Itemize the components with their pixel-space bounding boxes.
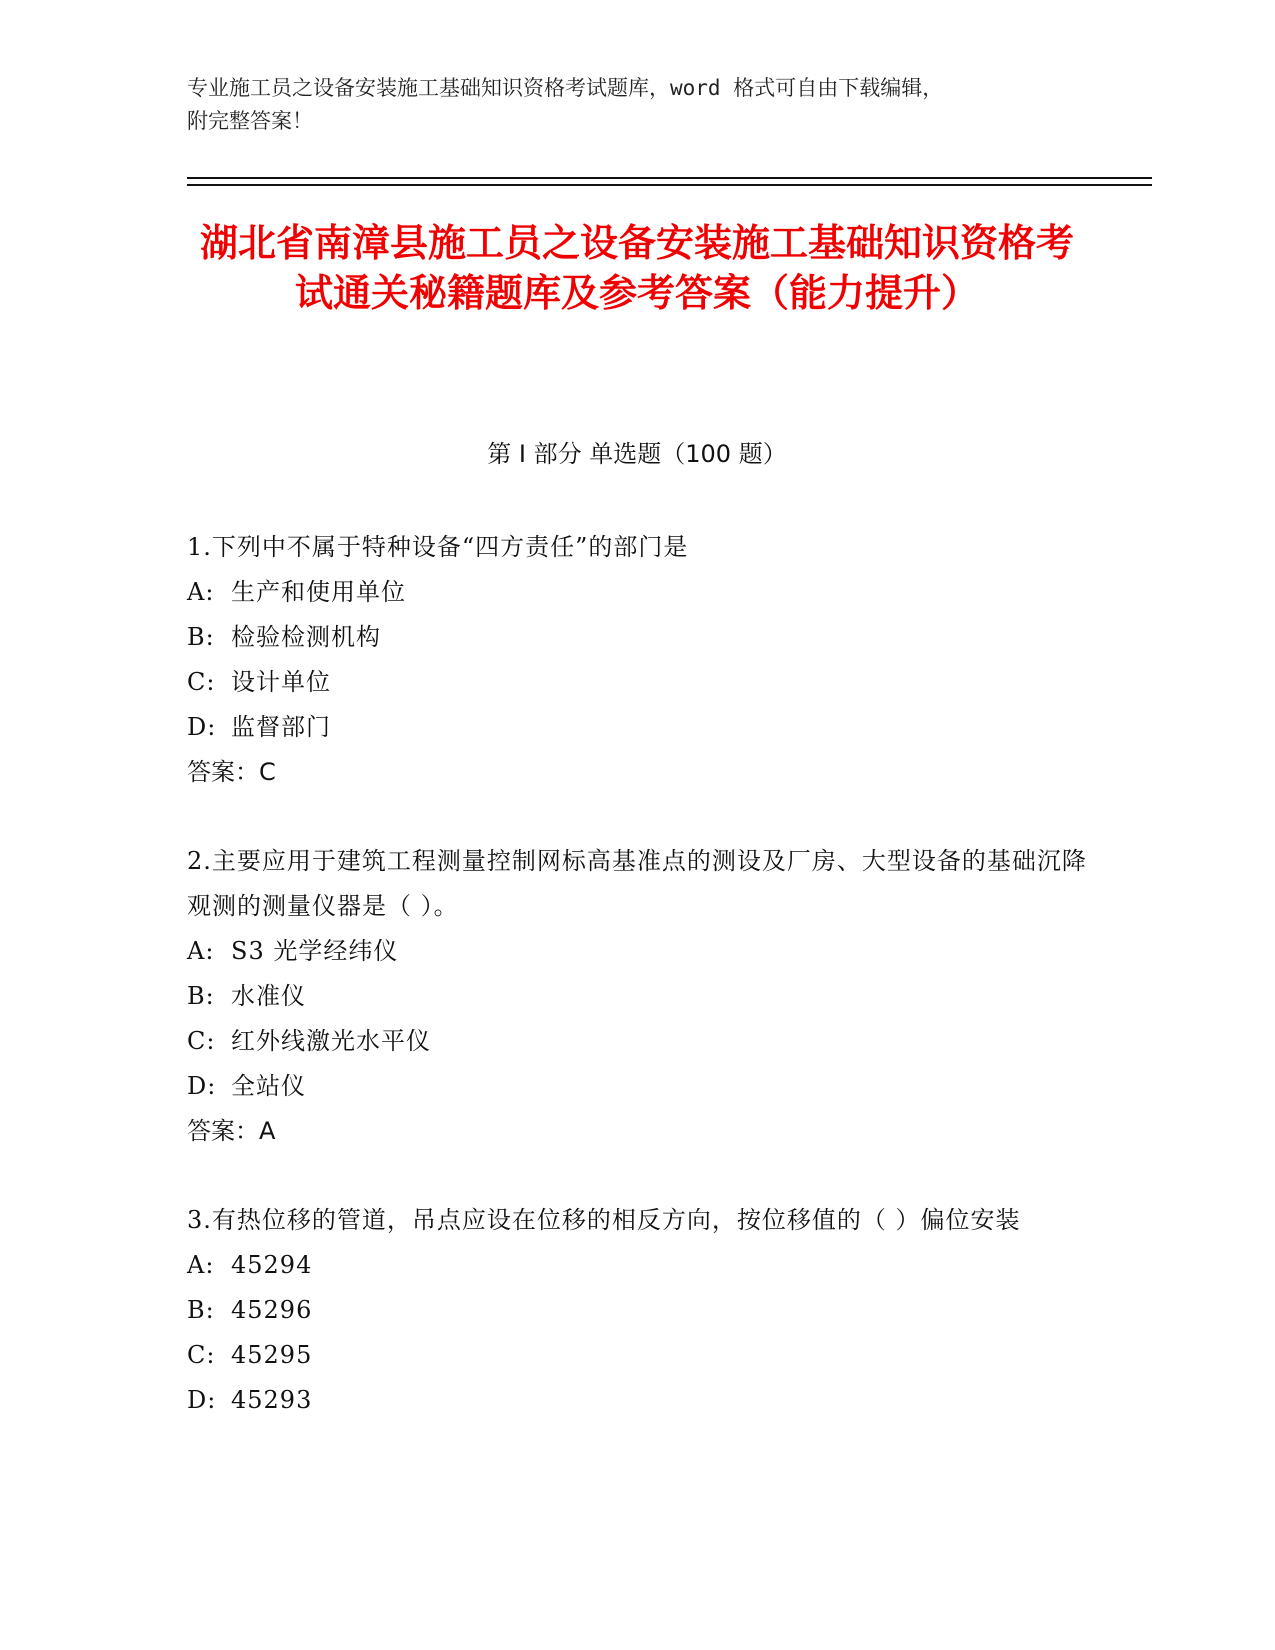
option-text: 45294 xyxy=(231,1251,313,1279)
question-stem: 1.下列中不属于特种设备“四方责任”的部门是 xyxy=(187,533,689,561)
question-item xyxy=(187,839,1087,1154)
option-text: 红外线激光水平仪 xyxy=(231,1027,431,1055)
question-answer: 答案：C xyxy=(187,758,276,786)
question-option xyxy=(187,615,1087,660)
question-option xyxy=(187,660,1087,705)
option-text: 全站仪 xyxy=(231,1072,306,1100)
question-item xyxy=(187,525,1087,795)
header-rule-bottom xyxy=(187,184,1152,186)
question-option xyxy=(187,1378,1087,1423)
section-heading: 第 I 部分 单选题（100 题） xyxy=(487,440,787,468)
question-answer: 答案：A xyxy=(187,1117,276,1145)
question-stem: 3.有热位移的管道，吊点应设在位移的相反方向，按位移值的（ ）偏位安装 xyxy=(187,1206,1021,1234)
option-letter: B: xyxy=(187,1296,215,1324)
header-rule-top xyxy=(187,177,1152,179)
option-text: S3 光学经纬仪 xyxy=(231,937,399,965)
option-letter: A: xyxy=(187,578,215,606)
option-text: 监督部门 xyxy=(231,713,331,741)
option-text: 45296 xyxy=(231,1296,313,1324)
header-note-line-2: 附完整答案！ xyxy=(187,109,313,133)
question-option xyxy=(187,1019,1087,1064)
header-note xyxy=(187,72,1087,138)
question-option xyxy=(187,1288,1087,1333)
option-letter: B: xyxy=(187,623,215,651)
option-letter: D: xyxy=(187,713,217,741)
option-text: 设计单位 xyxy=(231,668,331,696)
document-title: 湖北省南漳县施工员之设备安装施工基础知识资格考试通关秘籍题库及参考答案（能力提升） xyxy=(199,221,1074,315)
option-text: 水准仪 xyxy=(231,982,306,1010)
option-text: 生产和使用单位 xyxy=(231,578,406,606)
option-letter: D: xyxy=(187,1072,217,1100)
header-note-line-1: 专业施工员之设备安装施工基础知识资格考试题库，word 格式可自由下载编辑， xyxy=(187,76,944,100)
question-option xyxy=(187,705,1087,750)
option-letter: C: xyxy=(187,668,216,696)
question-option xyxy=(187,1243,1087,1288)
question-option xyxy=(187,929,1087,974)
question-option xyxy=(187,570,1087,615)
question-option xyxy=(187,1333,1087,1378)
option-text: 45295 xyxy=(231,1341,313,1369)
option-letter: B: xyxy=(187,982,215,1010)
option-text: 45293 xyxy=(231,1386,313,1414)
question-item xyxy=(187,1198,1087,1423)
option-letter: D: xyxy=(187,1386,217,1414)
question-option xyxy=(187,974,1087,1019)
option-letter: A: xyxy=(187,937,215,965)
option-letter: C: xyxy=(187,1341,216,1369)
option-letter: A: xyxy=(187,1251,215,1279)
option-text: 检验检测机构 xyxy=(231,623,381,651)
question-list xyxy=(187,525,1087,1467)
question-stem: 2.主要应用于建筑工程测量控制网标高基准点的测设及厂房、大型设备的基础沉降观测的测量仪器是（ ）。 xyxy=(187,847,1087,920)
question-option xyxy=(187,1064,1087,1109)
option-letter: C: xyxy=(187,1027,216,1055)
